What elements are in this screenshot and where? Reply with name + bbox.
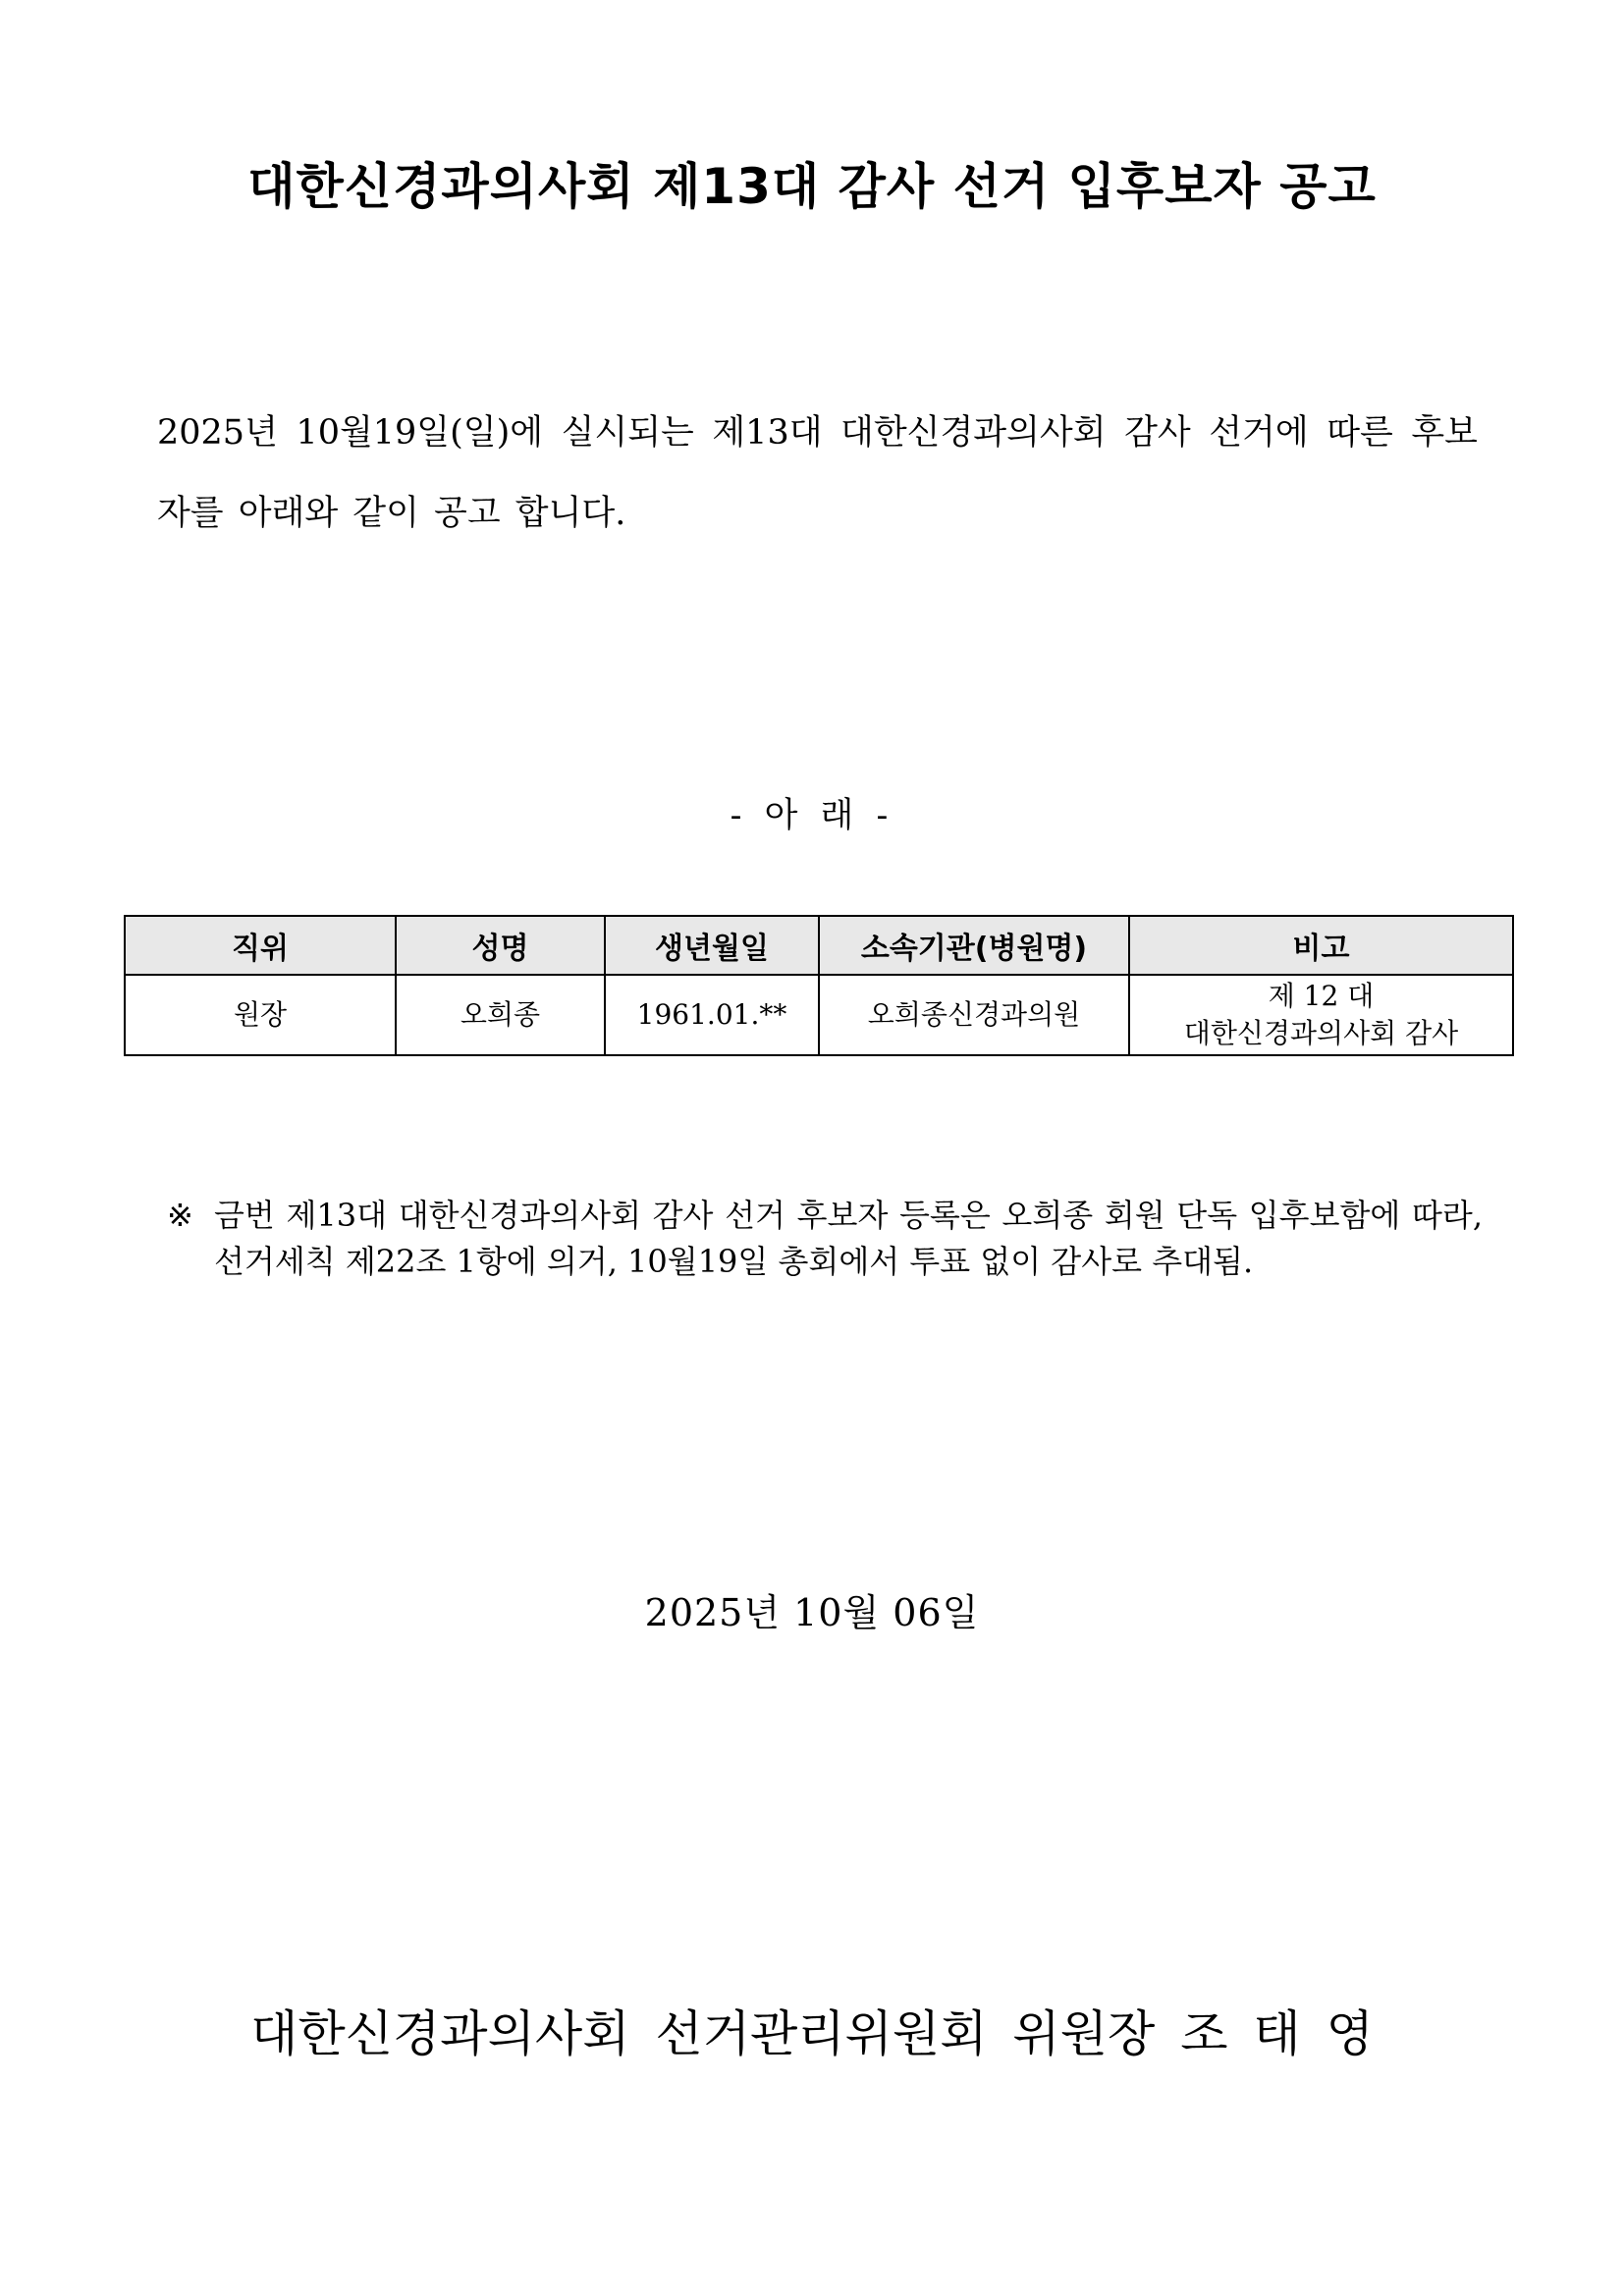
cell-birth: 1961.01.** [605,975,819,1055]
cell-name: 오희종 [396,975,605,1055]
remark-line-1: 제 12 대 [1268,980,1375,1012]
note [167,1193,1483,1285]
header-birth: 생년월일 [605,916,819,975]
cell-remark [1129,975,1513,1055]
notice-date: 2025년 10월 06일 [644,1591,980,1634]
header-remark: 비고 [1129,916,1513,975]
cell-position: 원장 [125,975,396,1055]
table-header-row [125,916,1513,975]
header-position: 직위 [125,916,396,975]
cell-affiliation: 오희종신경과의원 [819,975,1129,1055]
signature: 대한신경과의사회 선거관리위원회 위원장 조 태 영 [250,2005,1374,2062]
reference-mark-icon: ※ [167,1197,193,1234]
intro-paragraph: 2025년 10월19일(일)에 실시되는 제13대 대한신경과의사회 감사 선거에 따른 후보자를 아래와 같이 공고 합니다. [157,413,1478,533]
note-text: 금번 제13대 대한신경과의사회 감사 선거 후보자 등록은 오희종 회원 단독 입후보함에 따라, 선거세칙 제22조 1항에 의거, 10월19일 총회에서 투표 없이 감사로 추대됨. [214,1197,1483,1280]
header-affiliation: 소속기관(병원명) [819,916,1129,975]
below-mark: - 아 래 - [730,796,894,835]
header-name: 성명 [396,916,605,975]
notice-title: 대한신경과의사회 제13대 감사 선거 입후보자 공고 [247,158,1377,215]
table-row [125,975,1513,1055]
candidates-table [124,915,1514,1056]
remark-line-2: 대한신경과의사회 감사 [1183,1017,1459,1049]
